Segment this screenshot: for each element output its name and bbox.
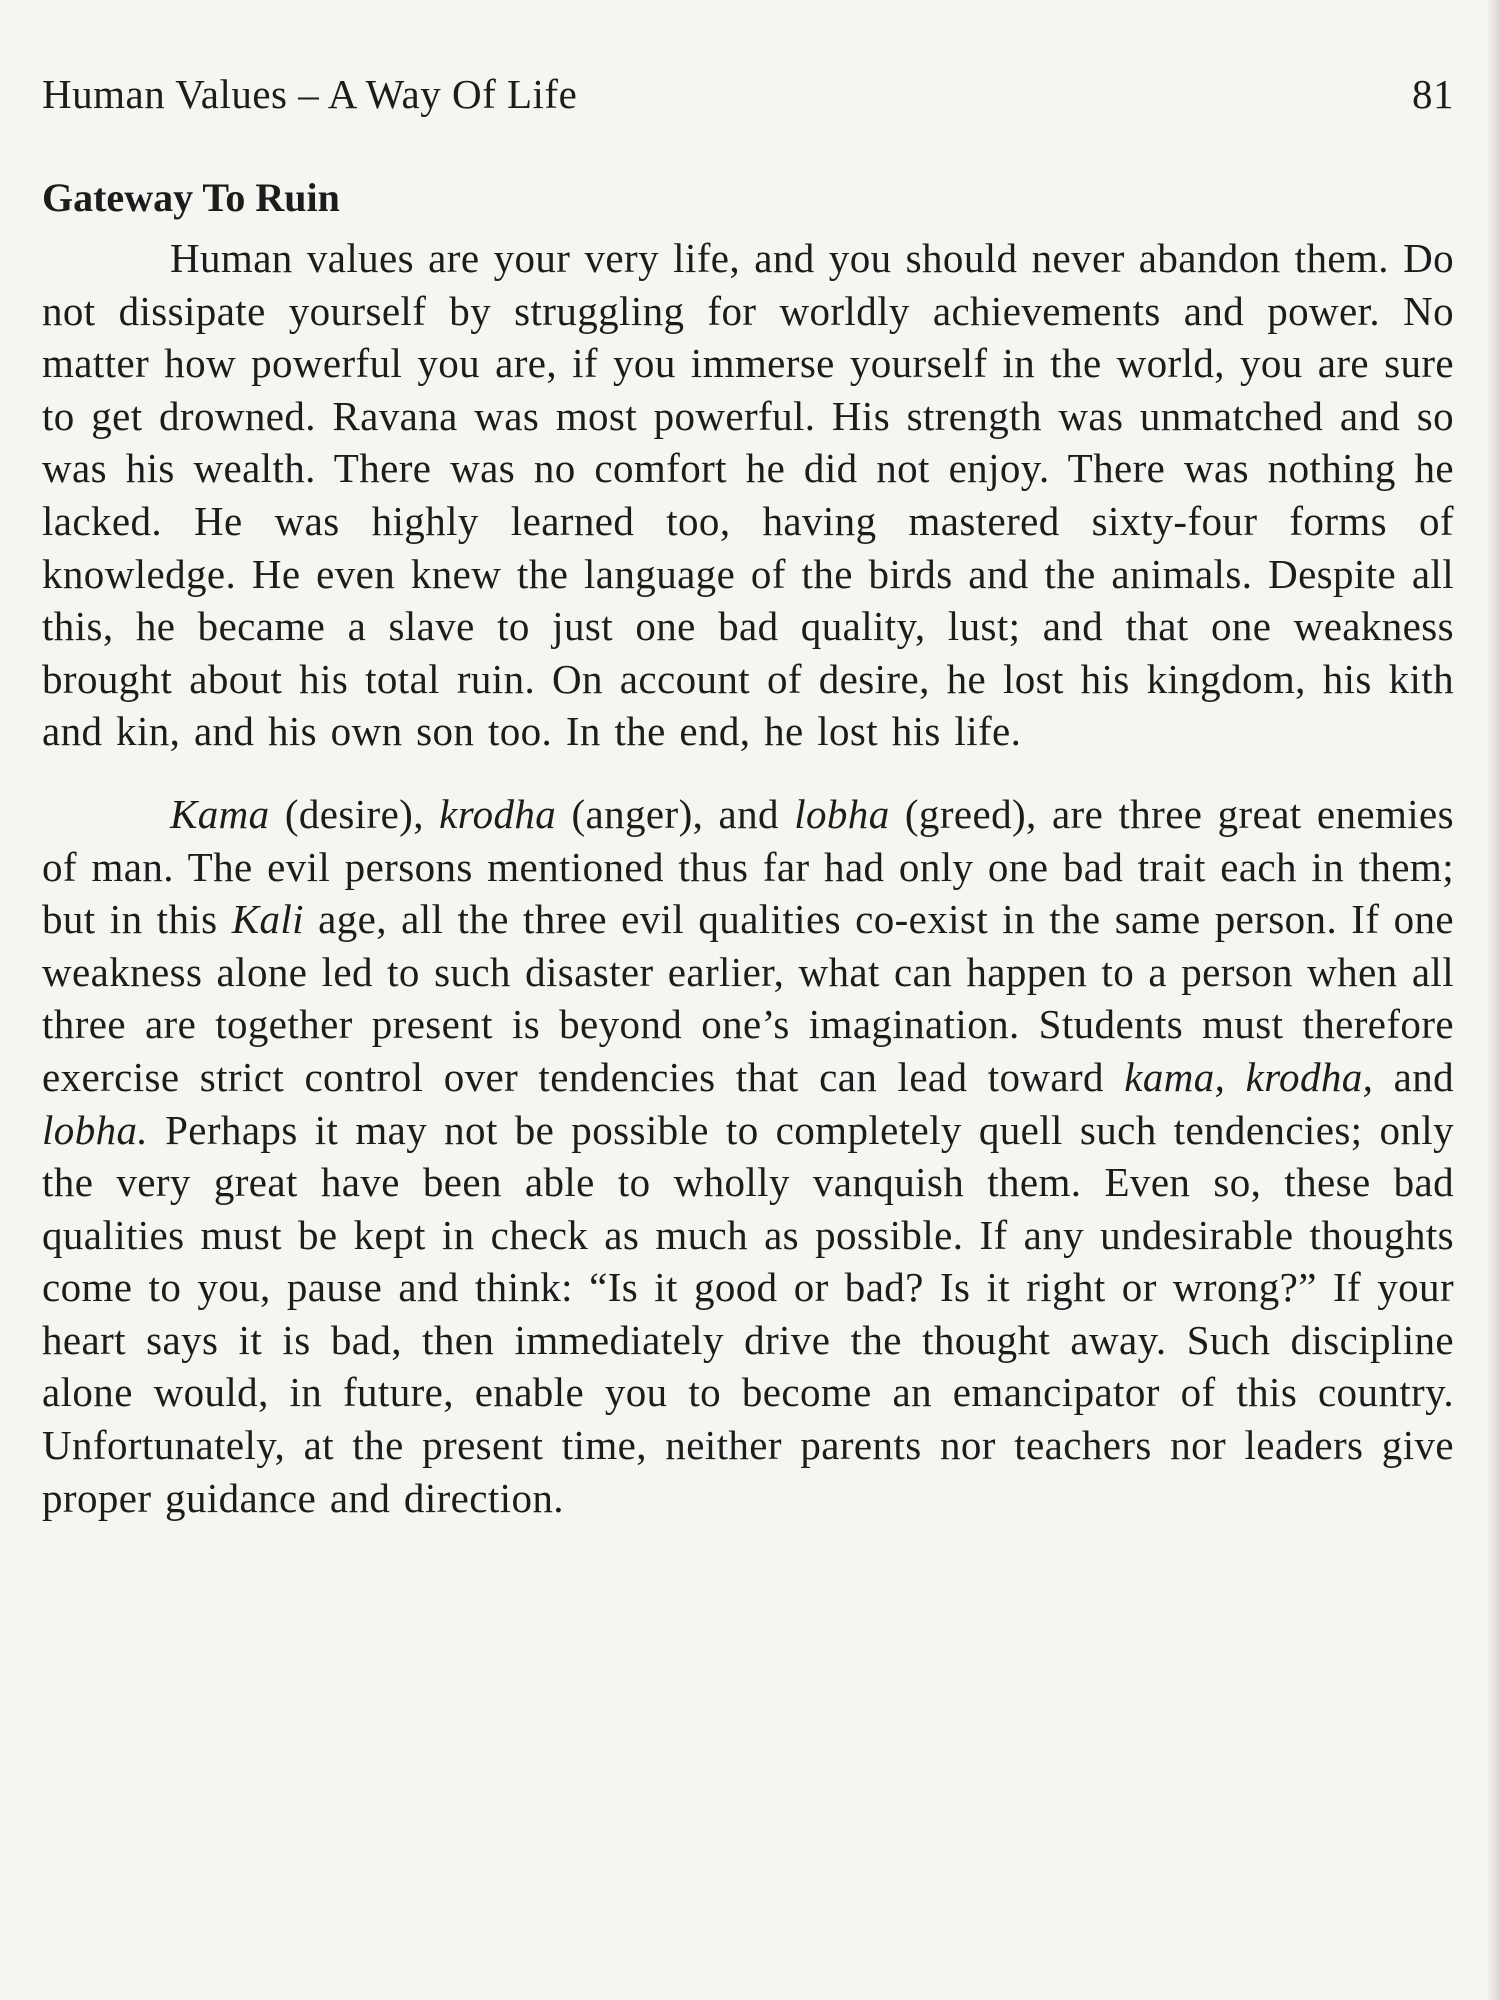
- term-krodha: krodha: [439, 790, 557, 837]
- paragraph-2-text-6: Perhaps it may not be possible to completely quell such tendencies; only the very great have been able to wholly vanquish them. Even so, these bad qualities must be kept in check as much as possible. If any undesirable thoughts come to you, pause and think: “Is it good or bad? Is it right or wrong?” If your heart says it is bad, then immediately drive the thought away. Such discipline alone would, in future, enable you to become an emancipator of this country. Unfortunately, at the present time, neither parents nor teachers nor leaders give proper guidance and direction.: [42, 1106, 1454, 1521]
- term-lobha-2: lobha.: [42, 1106, 149, 1153]
- term-lobha: lobha: [794, 790, 890, 837]
- paragraph-1: Human values are your very life, and you should never abandon them. Do not dissipate yourself by struggling for worldly achievements and power. No matter how powerful you are, if you immerse yourself in the world, you are sure to get drowned. Ravana was most powerful. His strength was unmatched and so was his wealth. There was no comfort he did not enjoy. There was nothing he lacked. He was highly learned too, having mastered sixty-four forms of knowledge. He even knew the language of the birds and the animals. Despite all this, he became a slave to just one bad quality, lust; and that one weakness brought about his total ruin. On account of desire, he lost his kingdom, his kith and kin, and his own son too. In the end, he lost his life.: [42, 235, 1454, 755]
- section-heading: Gateway To Ruin: [42, 175, 340, 220]
- book-title: Human Values – A Way Of Life: [42, 71, 578, 117]
- running-header: [42, 70, 1454, 118]
- page-number: 81: [1412, 71, 1454, 117]
- paragraph-2-text-5: and: [1373, 1053, 1455, 1100]
- paragraph-2-text-2: (anger), and: [556, 790, 795, 837]
- page-edge-shadow: [1486, 0, 1500, 2000]
- paragraph-2-text-1: (desire),: [269, 790, 440, 837]
- paragraph-2-text-4: age, all the three evil qualities co-exist in the same person. If one weakness alone led to such disaster earlier, what can happen to a person when all three are together present is beyond one’s imagination. Students must therefore exercise strict control over tendencies that can lead toward: [42, 896, 1454, 1100]
- paragraph-2-text-3: (greed), are three great enemies of man. The evil persons mentioned thus far had only one bad trait each in them; but in this: [42, 790, 1454, 943]
- term-kama-krodha: kama, krodha,: [1124, 1053, 1374, 1100]
- term-kali: Kali: [231, 896, 304, 943]
- paragraph-2: [42, 788, 1454, 1524]
- term-kama: Kama: [170, 790, 270, 837]
